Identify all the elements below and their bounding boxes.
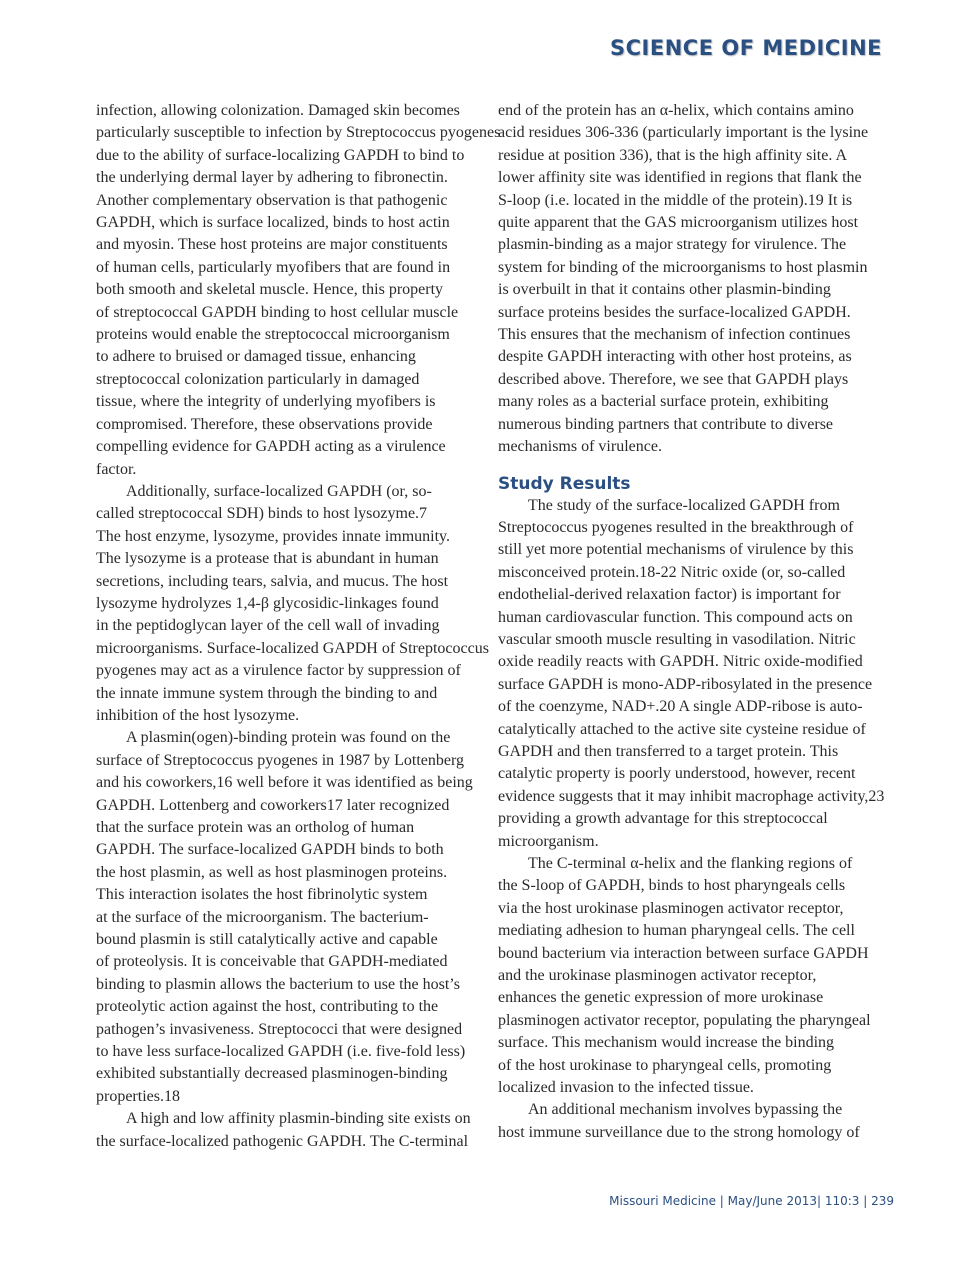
text-line: mechanisms of virulence. (498, 438, 662, 456)
section-subheading: Study Results (498, 473, 631, 494)
text-line: GAPDH, which is surface localized, binds to host actin (96, 214, 450, 232)
text-line: host immune surveillance due to the strong homology of (498, 1123, 860, 1141)
text-line: Another complementary observation is that pathogenic (96, 191, 448, 209)
text-line: endothelial-derived relaxation factor) is important for (498, 586, 841, 604)
text-line: of proteolysis. It is conceivable that GAPDH-mediated (96, 953, 448, 971)
text-line: the host plasmin, as well as host plasminogen proteins. (96, 863, 448, 881)
text-line: bound plasmin is still catalytically active and capable (96, 931, 438, 949)
text-line: binding to plasmin allows the bacterium to use the host’s (96, 975, 460, 993)
text-line: This interaction isolates the host fibrinolytic system (96, 886, 428, 904)
text-line: and his coworkers,16 well before it was identified as being (96, 774, 473, 792)
text-line: system for binding of the microorganisms to host plasmin (498, 258, 868, 276)
text-line: is overbuilt in that it contains other plasmin-binding (498, 281, 831, 299)
text-line: catalytic property is poorly understood, however, recent (498, 765, 856, 783)
text-line: GAPDH. Lottenberg and coworkers17 later recognized (96, 796, 450, 814)
text-line: of streptococcal GAPDH binding to host cellular muscle (96, 303, 459, 321)
text-line: at the surface of the microorganism. The bacterium- (96, 908, 429, 926)
text-line: lower affinity site was identified in regions that flank the (498, 169, 862, 187)
text-line: due to the ability of surface-localizing GAPDH to bind to (96, 146, 465, 164)
text-line: compromised. Therefore, these observations provide (96, 415, 433, 433)
text-line: of human cells, particularly myofibers that are found in (96, 258, 451, 276)
text-line: proteolytic action against the host, contributing to the (96, 998, 439, 1016)
page-footer: Missouri Medicine | May/June 2013| 110:3 | 239 (609, 1194, 894, 1208)
text-line: streptococcal colonization particularly in damaged (96, 370, 420, 388)
text-line: plasmin-binding as a major strategy for virulence. The (498, 236, 847, 254)
text-line: tissue, where the integrity of underlying myofibers is (96, 393, 436, 411)
text-line: many roles as a bacterial surface protein, exhibiting (498, 393, 829, 411)
text-line: plasminogen activator receptor, populating the pharyngeal (498, 1011, 871, 1029)
text-line: surface proteins besides the surface-localized GAPDH. (498, 303, 851, 321)
text-line: surface of Streptococcus pyogenes in 1987 by Lottenberg (96, 751, 465, 769)
text-line: Additionally, surface-localized GAPDH (or, so- (126, 482, 432, 500)
text-line: factor. (96, 460, 137, 478)
text-line: the surface-localized pathogenic GAPDH. The C-terminal (96, 1132, 469, 1150)
text-line: and the urokinase plasminogen activator receptor, (498, 967, 817, 985)
text-line: A plasmin(ogen)-binding protein was found on the (126, 729, 451, 747)
text-line: the S-loop of GAPDH, binds to host pharyngeals cells (498, 877, 846, 895)
text-line: inhibition of the host lysozyme. (96, 706, 300, 724)
text-line: both smooth and skeletal muscle. Hence, this property (96, 281, 444, 299)
text-line: The host enzyme, lysozyme, provides innate immunity. (96, 527, 450, 545)
text-line: pyogenes may act as a virulence factor by suppression of (96, 662, 461, 680)
text-line: The C-terminal α-helix and the flanking regions of (528, 855, 853, 872)
text-line: particularly susceptible to infection by Streptococcus pyogenes (96, 124, 501, 142)
text-line: bound bacterium via interaction between surface GAPDH (498, 944, 869, 962)
text-line: surface. This mechanism would increase the binding (498, 1034, 835, 1052)
text-line: quite apparent that the GAS microorganism utilizes host (498, 214, 859, 232)
text-line: catalytically attached to the active site cysteine residue of (498, 720, 866, 738)
text-line: proteins would enable the streptococcal microorganism (96, 326, 450, 344)
text-line: end of the protein has an α-helix, which contains amino (498, 102, 854, 119)
text-line: Streptococcus pyogenes resulted in the breakthrough of (498, 518, 854, 536)
text-line: described above. Therefore, we see that GAPDH plays (498, 370, 849, 388)
text-line: of the host urokinase to pharyngeal cells, promoting (498, 1056, 832, 1074)
text-line: The study of the surface-localized GAPDH from (528, 496, 840, 514)
text-line: oxide readily reacts with GAPDH. Nitric oxide-modified (498, 653, 863, 671)
text-line: The lysozyme is a protease that is abundant in human (96, 550, 439, 568)
left-column (96, 100, 501, 1153)
text-line: via the host urokinase plasminogen activator receptor, (498, 899, 844, 917)
text-line: compelling evidence for GAPDH acting as a virulence (96, 438, 446, 456)
section-header: SCIENCE OF MEDICINE (610, 36, 882, 60)
text-line: of the coenzyme, NAD+.20 A single ADP-ribose is auto- (498, 698, 863, 716)
text-line: despite GAPDH interacting with other host proteins, as (498, 348, 852, 366)
text-line: the innate immune system through the binding to and (96, 684, 438, 702)
text-line: human cardiovascular function. This compound acts on (498, 608, 853, 626)
text-line: the underlying dermal layer by adhering to fibronectin. (96, 169, 448, 187)
text-line: still yet more potential mechanisms of virulence by this (498, 541, 854, 559)
text-line: localized invasion to the infected tissue. (498, 1079, 754, 1097)
text-line: to adhere to bruised or damaged tissue, enhancing (96, 348, 416, 366)
text-line: properties.18 (96, 1087, 180, 1105)
text-line: exhibited substantially decreased plasminogen-binding (96, 1065, 448, 1083)
text-line: secretions, including tears, salvia, and mucus. The host (96, 572, 449, 590)
text-line: infection, allowing colonization. Damaged skin becomes (96, 102, 460, 119)
text-line: microorganism. (498, 832, 599, 850)
right-column (498, 100, 885, 1144)
text-line: pathogen’s invasiveness. Streptococci that were designed (96, 1020, 463, 1038)
text-line: mediating adhesion to human pharyngeal cells. The cell (498, 922, 855, 940)
text-line: to have less surface-localized GAPDH (i.e. five-fold less) (96, 1043, 466, 1061)
text-line: misconceived protein.18-22 Nitric oxide (or, so-called (498, 563, 846, 581)
text-line: and myosin. These host proteins are major constituents (96, 236, 448, 254)
text-line: An additional mechanism involves bypassing the (528, 1101, 843, 1119)
text-line: microorganisms. Surface-localized GAPDH of Streptococcus (96, 639, 489, 657)
text-line: numerous binding partners that contribute to diverse (498, 415, 834, 433)
text-line: in the peptidoglycan layer of the cell wall of invading (96, 617, 440, 635)
text-line: lysozyme hydrolyzes 1,4-β glycosidic-linkages found (96, 594, 439, 612)
text-line: providing a growth advantage for this streptococcal (498, 810, 828, 828)
text-line: that the surface protein was an ortholog of human (96, 819, 415, 836)
text-line: called streptococcal SDH) binds to host lysozyme.7 (96, 505, 428, 523)
text-line: This ensures that the mechanism of infection continues (498, 326, 851, 344)
text-line: surface GAPDH is mono-ADP-ribosylated in the presence (498, 675, 873, 693)
text-line: residue at position 336), that is the high affinity site. A (498, 146, 847, 164)
text-line: acid residues 306-336 (particularly important is the lysine (498, 124, 869, 142)
text-line: vascular smooth muscle resulting in vasodilation. Nitric (498, 630, 856, 648)
text-line: S-loop (i.e. located in the middle of the protein).19 It is (498, 191, 853, 209)
text-line: GAPDH. The surface-localized GAPDH binds to both (96, 841, 444, 859)
text-line: enhances the genetic expression of more urokinase (498, 989, 824, 1007)
text-line: evidence suggests that it may inhibit macrophage activity,23 (498, 787, 885, 805)
text-line: GAPDH and then transferred to a target protein. This (498, 742, 839, 760)
text-line: A high and low affinity plasmin-binding site exists on (126, 1110, 471, 1128)
